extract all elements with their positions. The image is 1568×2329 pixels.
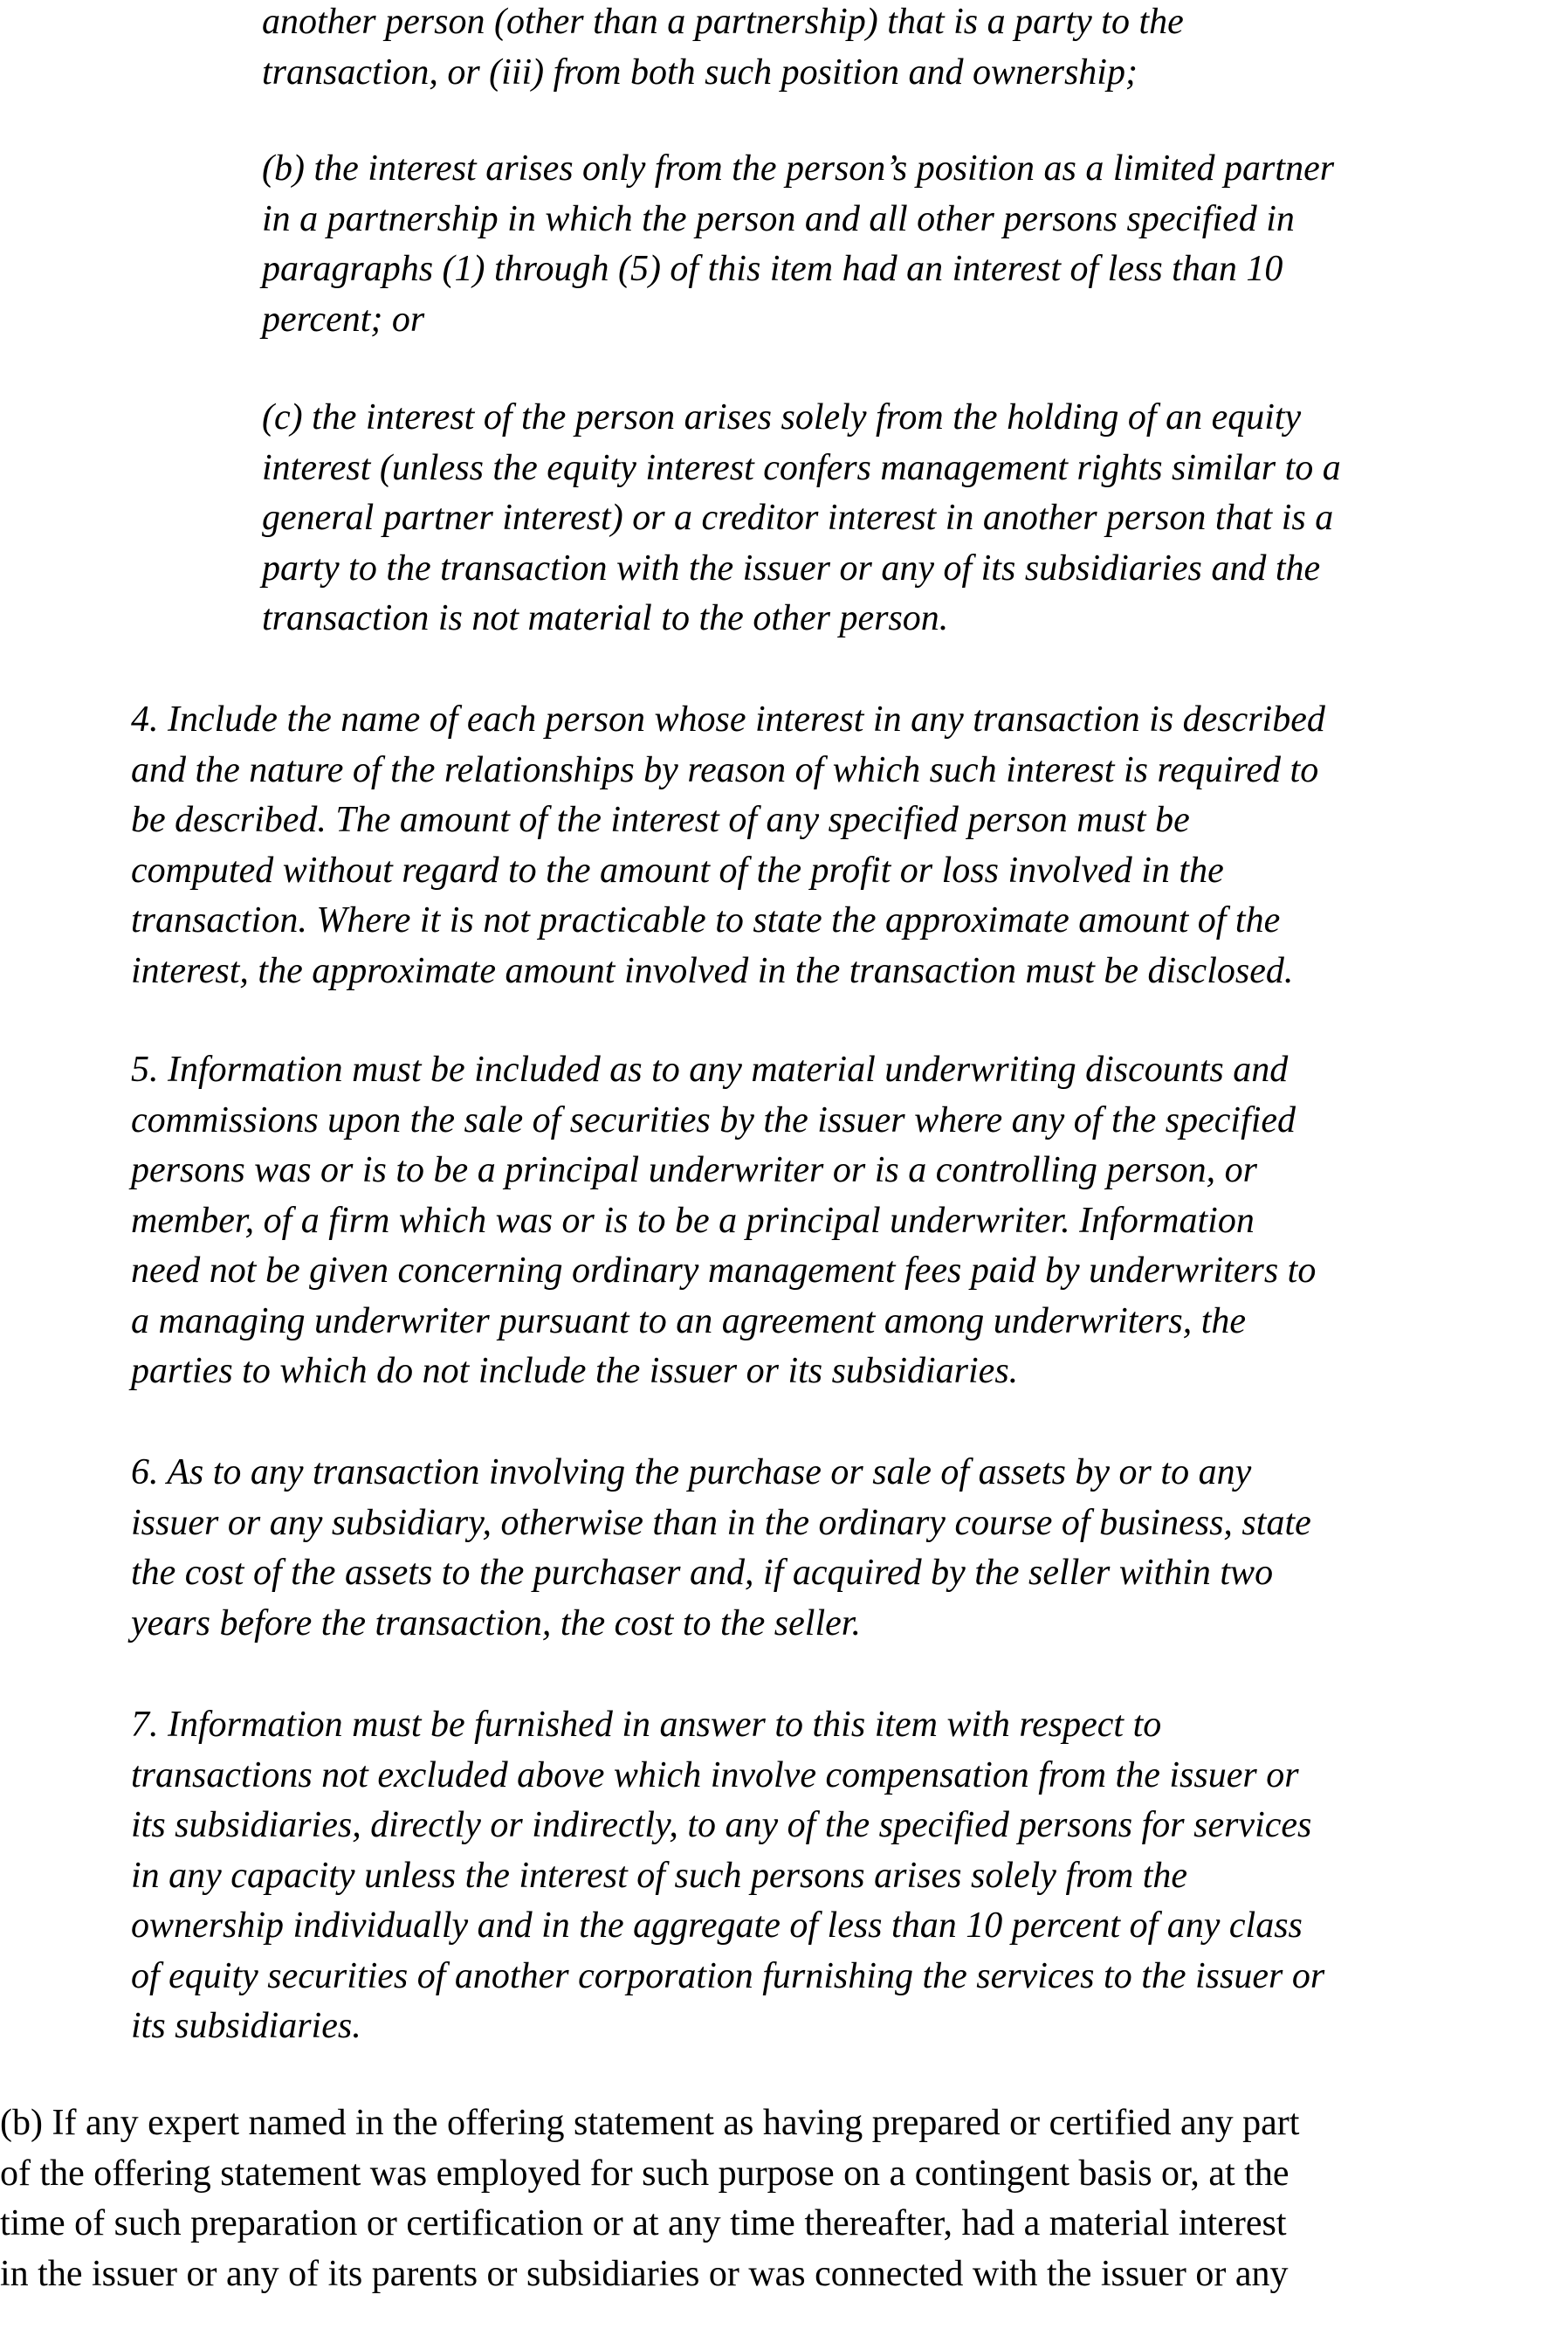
text-line: need not be given concerning ordinary management fees paid by underwriters to — [131, 1251, 1317, 1291]
text-line: (b) the interest arises only from the person’s position as a limited partner — [262, 148, 1335, 189]
text-line: member, of a firm which was or is to be a principal underwriter. Information — [131, 1200, 1255, 1241]
text-line: ownership individually and in the aggregate of less than 10 percent of any class — [131, 1905, 1303, 1946]
text-line: of equity securities of another corporation furnishing the services to the issuer or — [131, 1955, 1325, 1996]
text-line: its subsidiaries. — [131, 2006, 361, 2046]
text-line: 4. Include the name of each person whose interest in any transaction is described — [131, 699, 1325, 740]
text-line: years before the transaction, the cost to the seller. — [131, 1602, 861, 1643]
text-line: interest (unless the equity interest confers management rights similar to a — [262, 447, 1341, 488]
text-line: issuer or any subsidiary, otherwise than in the ordinary course of business, state — [131, 1502, 1311, 1543]
paragraph-continuation — [262, 0, 1184, 98]
text-line: transaction. Where it is not practicable to state the approximate amount of the — [131, 900, 1281, 941]
paragraph-note-7 — [131, 1700, 1324, 2052]
paragraph-note-5 — [131, 1045, 1316, 1397]
text-line: (c) the interest of the person arises solely from the holding of an equity — [262, 397, 1302, 438]
text-line: percent; or — [262, 299, 425, 340]
text-line: in any capacity unless the interest of such persons arises solely from the — [131, 1855, 1188, 1896]
paragraph-note-6 — [131, 1448, 1311, 1649]
paragraph-sub-b — [262, 144, 1334, 345]
text-line: time of such preparation or certification or at any time thereafter, had a material interest — [0, 2203, 1287, 2243]
text-line: in the issuer or any of its parents or subsidiaries or was connected with the issuer or any — [0, 2253, 1289, 2294]
text-line: a managing underwriter pursuant to an agreement among underwriters, the — [131, 1300, 1247, 1341]
text-line: 5. Information must be included as to any material underwriting discounts and — [131, 1050, 1289, 1090]
text-line: its subsidiaries, directly or indirectly, to any of the specified persons for services — [131, 1805, 1312, 1845]
text-line: and the nature of the relationships by reason of which such interest is required to — [131, 749, 1319, 790]
paragraph-note-4 — [131, 695, 1325, 996]
text-line: party to the transaction with the issuer or any of its subsidiaries and the — [262, 548, 1321, 589]
text-line: in a partnership in which the person and all other persons specified in — [262, 198, 1295, 239]
text-line: transaction, or (iii) from both such position and ownership; — [262, 52, 1138, 93]
text-line: 7. Information must be furnished in answer to this item with respect to — [131, 1705, 1162, 1745]
text-line: 6. As to any transaction involving the purchase or sale of assets by or to any — [131, 1452, 1252, 1492]
text-line: paragraphs (1) through (5) of this item had an interest of less than 10 — [262, 249, 1283, 289]
text-line: (b) If any expert named in the offering statement as having prepared or certified any part — [0, 2103, 1300, 2143]
text-line: transaction is not material to the other person. — [262, 598, 949, 638]
text-line: general partner interest) or a creditor interest in another person that is a — [262, 498, 1334, 538]
text-line: computed without regard to the amount of the profit or loss involved in the — [131, 850, 1224, 891]
text-line: interest, the approximate amount involved in the transaction must be disclosed. — [131, 950, 1294, 991]
paragraph-item-b — [0, 2098, 1299, 2299]
text-line: be described. The amount of the interest of any specified person must be — [131, 800, 1190, 840]
text-line: transactions not excluded above which involve compensation from the issuer or — [131, 1754, 1299, 1795]
text-line: the cost of the assets to the purchaser and, if acquired by the seller within two — [131, 1553, 1274, 1593]
text-line: persons was or is to be a principal underwriter or is a controlling person, or — [131, 1150, 1258, 1190]
text-line: parties to which do not include the issuer or its subsidiaries. — [131, 1351, 1019, 1391]
text-line: commissions upon the sale of securities by the issuer where any of the specified — [131, 1099, 1296, 1140]
paragraph-sub-c — [262, 393, 1341, 644]
text-line: of the offering statement was employed for such purpose on a contingent basis or, at the — [0, 2153, 1289, 2194]
text-line: another person (other than a partnership) that is a party to the — [262, 2, 1184, 42]
